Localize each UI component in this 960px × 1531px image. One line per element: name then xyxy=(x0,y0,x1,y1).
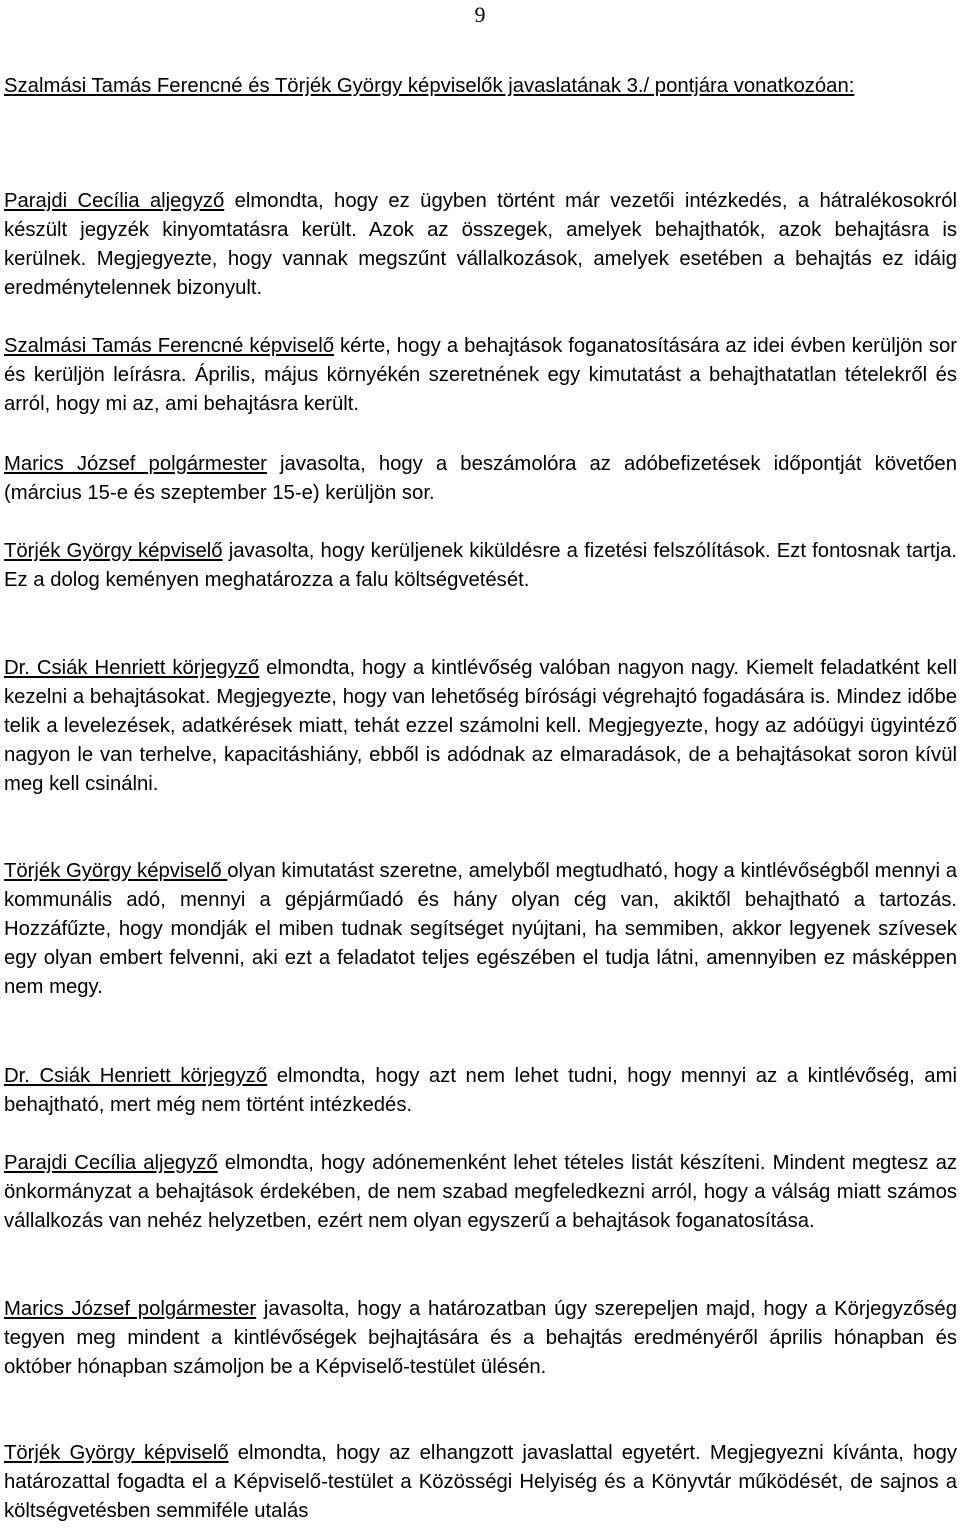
paragraph xyxy=(4,1295,957,1382)
page-number: 9 xyxy=(474,2,486,27)
paragraph xyxy=(4,187,957,303)
paragraph xyxy=(4,857,957,1002)
paragraph xyxy=(4,450,957,508)
paragraph-text: javasolta, hogy kerüljenek kiküldésre a fizetési felszólítások. Ezt fontosnak tartja. Ez a dolog keményen meghatározza a falu költségvetését. xyxy=(4,540,957,591)
speaker-name: Törjék György képviselő xyxy=(4,1442,229,1464)
paragraph-text: olyan kimutatást szeretne, amelyből megtudható, hogy a kintlévőségből mennyi a kommunális adó, mennyi a gépjárműadó és hány olyan cég van, akiktől behajtható a tartozás. Hozzáfűzte, hogy mondják el miben tudnak segítséget nyújtani, ha semmiben, akkor legyenek szívesek egy olyan embert felvenni, aki ezt a feladatot teljes egészében el tudja látni, amennyiben ez másképpen nem megy. xyxy=(4,860,957,998)
paragraph-text: elmondta, hogy a kintlévőség valóban nagyon nagy. Kiemelt feladatként kell kezelni a behajtásokat. Megjegyezte, hogy van lehetőség bírósági végrehajtó fogadására is. Mindez időbe telik a levelezések, adatkérések miatt, tehát ezzel számolni kell. Megjegyezte, hogy az adóügyi ügyintéző nagyon le van terhelve, kapacitáshiány, ebből is adódnak az elmaradások, de a behajtásokat soron kívül meg kell csinálni. xyxy=(4,657,957,795)
section-heading xyxy=(4,72,957,101)
section-heading-text: Szalmási Tamás Ferencné és Törjék György képviselők javaslatának 3./ pontjára vonatkozóan: xyxy=(4,75,855,97)
speaker-name: Dr. Csiák Henriett körjegyző xyxy=(4,657,260,679)
paragraph xyxy=(4,537,957,595)
paragraph-text: elmondta, hogy ez ügyben történt már vezetői intézkedés, a hátralékosokról készült jegyzék kinyomtatásra került. Azok az összegek, amelyek behajthatók, azok behajtásra is kerülnek. Megjegyezte, hogy vannak megszűnt vállalkozások, amelyek esetében a behajtás ez idáig eredménytelennek bizonyult. xyxy=(4,190,957,299)
paragraph xyxy=(4,654,957,799)
paragraph xyxy=(4,332,957,419)
paragraph xyxy=(4,1439,957,1526)
speaker-name: Parajdi Cecília aljegyző xyxy=(4,190,225,212)
paragraph-text: javasolta, hogy a határozatban úgy szerepeljen majd, hogy a Körjegyzőség tegyen meg mindent a kintlévőségek bejhajtására és a behajtás eredményéről április hónapban és október hónapban számoljon be a Képviselő-testület ülésén. xyxy=(4,1298,957,1378)
paragraph-text: elmondta, hogy az elhangzott javaslattal egyetért. Megjegyezni kívánta, hogy határozattal fogadta el a Képviselő-testület a Közösségi Helyiség és a Könyvtár működését, de sajnos a költségvetésben semmiféle utalás xyxy=(4,1442,957,1522)
paragraph xyxy=(4,1062,957,1120)
paragraph xyxy=(4,1149,957,1236)
speaker-name: Törjék György képviselő xyxy=(4,540,223,562)
speaker-name: Marics József polgármester xyxy=(4,1298,257,1320)
paragraph-text: javasolta, hogy a beszámolóra az adóbefizetések időpontját követően (március 15-e és szeptember 15-e) kerüljön sor. xyxy=(4,453,957,504)
speaker-name: Dr. Csiák Henriett körjegyző xyxy=(4,1065,268,1087)
speaker-name: Marics József polgármester xyxy=(4,453,267,475)
speaker-name: Törjék György képviselő xyxy=(4,860,228,882)
paragraph-text: elmondta, hogy azt nem lehet tudni, hogy mennyi az a kintlévőség, ami behajtható, mert még nem történt intézkedés. xyxy=(4,1065,957,1116)
paragraph-text: elmondta, hogy adónemenként lehet tételes listát készíteni. Mindent megtesz az önkormányzat a behajtások érdekében, de nem szabad megfeledkezni arról, hogy a válság miatt számos vállalkozás van nehéz helyzetben, ezért nem olyan egyszerű a behajtások foganatosítása. xyxy=(4,1152,957,1232)
speaker-name: Parajdi Cecília aljegyző xyxy=(4,1152,218,1174)
speaker-name: Szalmási Tamás Ferencné képviselő xyxy=(4,335,334,357)
paragraph-text: kérte, hogy a behajtások foganatosítására az idei évben kerüljön sor és kerüljön leírásra. Április, május környékén szeretnének egy kimutatást a behajthatatlan tételekről és arról, hogy mi az, ami behajtásra került. xyxy=(4,335,958,415)
